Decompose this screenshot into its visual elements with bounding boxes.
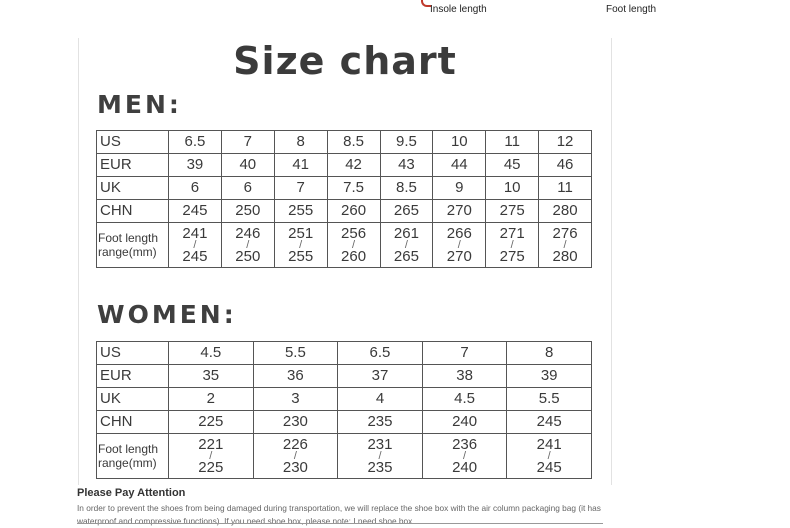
range-from: 231 — [367, 435, 393, 453]
foot-length-row — [97, 223, 592, 268]
size-cell: 230 — [253, 411, 338, 434]
size-cell: 5.5 — [507, 388, 592, 411]
range-separator: / — [463, 449, 467, 462]
range-separator: / — [457, 238, 461, 251]
size-cell: 8 — [507, 342, 592, 365]
size-cell: 270 — [433, 200, 486, 223]
range-from: 241 — [536, 435, 562, 453]
size-row-eur — [97, 154, 592, 177]
size-cell: 10 — [486, 177, 539, 200]
size-cell: 39 — [507, 365, 592, 388]
range-from: 241 — [182, 224, 208, 242]
size-cell: 10 — [433, 131, 486, 154]
range-separator: / — [563, 238, 567, 251]
range-from: 271 — [499, 224, 525, 242]
size-cell: 36 — [253, 365, 338, 388]
range-separator: / — [246, 238, 250, 251]
row-label: CHN — [97, 411, 169, 434]
foot-range-cell — [422, 434, 507, 479]
foot-length-label-line: Foot length — [98, 442, 159, 456]
size-cell: 11 — [486, 131, 539, 154]
size-cell: 255 — [274, 200, 327, 223]
size-row-uk — [97, 177, 592, 200]
size-row-us — [97, 131, 592, 154]
size-row-chn — [97, 200, 592, 223]
foot-range-cell — [221, 223, 274, 268]
foot-range-cell — [433, 223, 486, 268]
row-label: EUR — [97, 365, 169, 388]
foot-length-label-line: range(mm) — [98, 456, 157, 470]
range-to: 245 — [536, 458, 562, 476]
range-to: 255 — [288, 247, 314, 265]
size-cell: 6.5 — [169, 131, 222, 154]
size-cell: 40 — [221, 154, 274, 177]
foot-range-cell — [169, 223, 222, 268]
size-cell: 6 — [221, 177, 274, 200]
size-cell: 8 — [274, 131, 327, 154]
foot-range-cell — [338, 434, 423, 479]
size-cell: 5.5 — [253, 342, 338, 365]
range-to: 245 — [182, 247, 208, 265]
size-cell: 42 — [327, 154, 380, 177]
chart-title: Size chart — [233, 39, 457, 83]
range-from: 261 — [393, 224, 419, 242]
range-separator: / — [378, 449, 382, 462]
size-cell: 8.5 — [380, 177, 433, 200]
size-cell: 9 — [433, 177, 486, 200]
size-cell: 6.5 — [338, 342, 423, 365]
row-label: US — [97, 131, 169, 154]
size-cell: 2 — [169, 388, 254, 411]
foot-length-caption: Foot length — [606, 4, 657, 15]
range-to: 270 — [446, 247, 472, 265]
range-from: 221 — [198, 435, 224, 453]
range-from: 276 — [552, 224, 578, 242]
range-to: 275 — [499, 247, 525, 265]
men-size-table — [96, 130, 592, 268]
size-cell: 3 — [253, 388, 338, 411]
range-separator: / — [352, 238, 356, 251]
size-cell: 44 — [433, 154, 486, 177]
size-cell: 7 — [274, 177, 327, 200]
size-cell: 275 — [486, 200, 539, 223]
size-cell: 8.5 — [327, 131, 380, 154]
range-from: 246 — [235, 224, 261, 242]
row-label: US — [97, 342, 169, 365]
size-cell: 4.5 — [422, 388, 507, 411]
size-cell: 9.5 — [380, 131, 433, 154]
size-cell: 35 — [169, 365, 254, 388]
size-cell: 43 — [380, 154, 433, 177]
size-cell: 46 — [539, 154, 592, 177]
insole-length-caption: Insole length — [430, 4, 487, 15]
size-cell: 245 — [169, 200, 222, 223]
foot-range-cell — [253, 434, 338, 479]
women-size-table — [96, 341, 592, 479]
notice-body: In order to prevent the shoes from being damaged during transportation, we will replace the shoe box with the air column packaging bag (it has waterproof and compressive functions). If you need shoe box, please note: I need shoe box. — [77, 503, 601, 526]
range-to: 250 — [235, 247, 261, 265]
foot-length-label — [97, 223, 169, 268]
size-row-uk — [97, 388, 592, 411]
size-cell: 41 — [274, 154, 327, 177]
range-separator: / — [293, 449, 297, 462]
size-cell: 7 — [422, 342, 507, 365]
row-label: EUR — [97, 154, 169, 177]
size-row-chn — [97, 411, 592, 434]
foot-range-cell — [507, 434, 592, 479]
range-to: 265 — [393, 247, 419, 265]
size-cell: 4 — [338, 388, 423, 411]
women-heading: WOMEN: — [97, 300, 237, 329]
divider — [77, 523, 603, 524]
range-from: 266 — [446, 224, 472, 242]
range-separator: / — [209, 449, 213, 462]
range-separator: / — [510, 238, 514, 251]
range-from: 251 — [288, 224, 314, 242]
foot-length-label-line: Foot length — [98, 231, 159, 245]
size-cell: 280 — [539, 200, 592, 223]
range-to: 235 — [367, 458, 393, 476]
men-heading: MEN: — [97, 90, 182, 119]
size-cell: 240 — [422, 411, 507, 434]
size-cell: 6 — [169, 177, 222, 200]
foot-range-cell — [380, 223, 433, 268]
foot-length-label-line: range(mm) — [98, 245, 157, 259]
size-cell: 250 — [221, 200, 274, 223]
size-cell: 45 — [486, 154, 539, 177]
size-cell: 225 — [169, 411, 254, 434]
size-chart-image — [78, 38, 612, 485]
range-separator: / — [193, 238, 197, 251]
size-cell: 11 — [539, 177, 592, 200]
range-to: 280 — [552, 247, 578, 265]
size-cell: 7.5 — [327, 177, 380, 200]
size-cell: 39 — [169, 154, 222, 177]
size-cell: 245 — [507, 411, 592, 434]
size-cell: 260 — [327, 200, 380, 223]
notice-title: Please Pay Attention — [77, 487, 186, 499]
range-separator: / — [547, 449, 551, 462]
size-row-eur — [97, 365, 592, 388]
range-from: 256 — [341, 224, 367, 242]
foot-range-cell — [539, 223, 592, 268]
size-cell: 4.5 — [169, 342, 254, 365]
range-separator: / — [299, 238, 303, 251]
range-separator: / — [404, 238, 408, 251]
size-cell: 38 — [422, 365, 507, 388]
size-cell: 265 — [380, 200, 433, 223]
range-from: 236 — [452, 435, 478, 453]
range-to: 230 — [282, 458, 308, 476]
foot-range-cell — [274, 223, 327, 268]
row-label: CHN — [97, 200, 169, 223]
size-cell: 235 — [338, 411, 423, 434]
size-cell: 7 — [221, 131, 274, 154]
size-cell: 37 — [338, 365, 423, 388]
range-to: 225 — [198, 458, 224, 476]
foot-length-label — [97, 434, 169, 479]
range-to: 260 — [341, 247, 367, 265]
range-from: 226 — [282, 435, 308, 453]
row-label: UK — [97, 388, 169, 411]
foot-length-row — [97, 434, 592, 479]
row-label: UK — [97, 177, 169, 200]
range-to: 240 — [452, 458, 478, 476]
foot-range-cell — [169, 434, 254, 479]
size-cell: 12 — [539, 131, 592, 154]
foot-range-cell — [327, 223, 380, 268]
attention-notice — [77, 487, 607, 528]
foot-range-cell — [486, 223, 539, 268]
size-row-us — [97, 342, 592, 365]
